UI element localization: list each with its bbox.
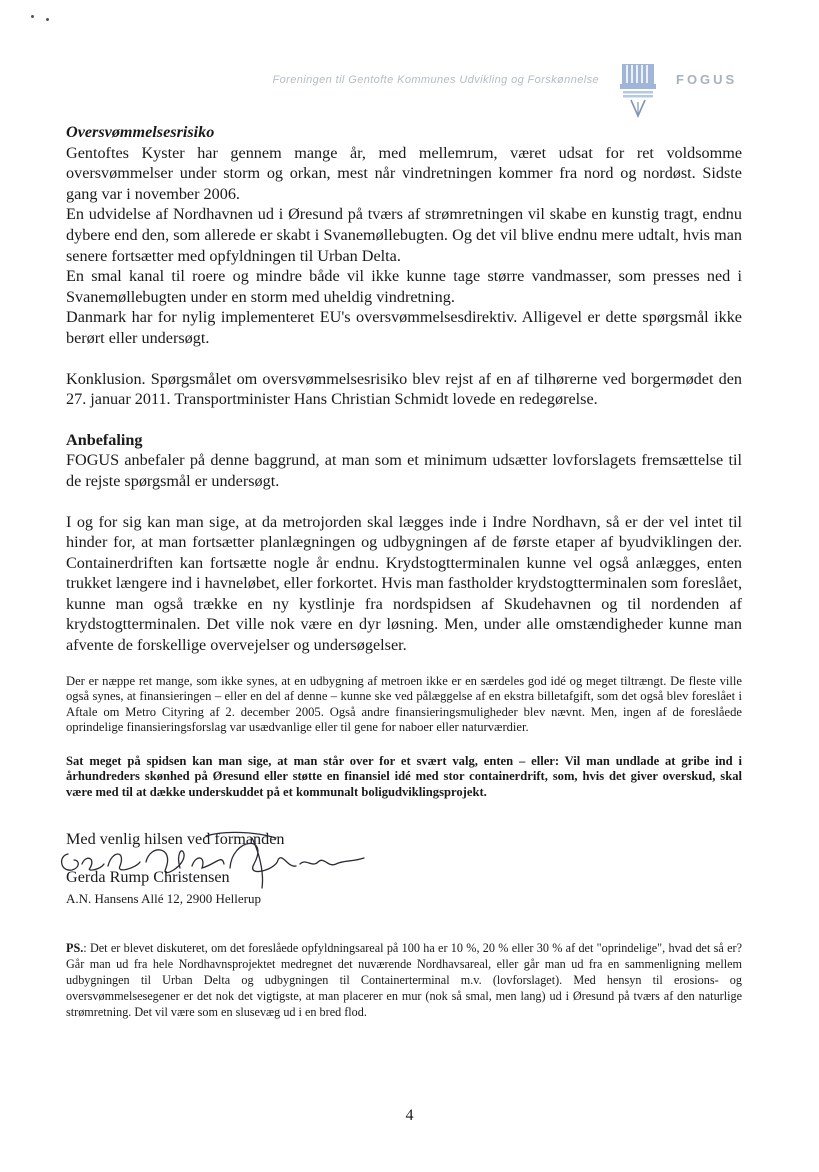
signature-block (66, 830, 742, 907)
greeting: Med venlig hilsen ved formanden (66, 830, 285, 849)
signer-name: Gerda Rump Christensen (66, 868, 230, 887)
page-number: 4 (405, 1107, 414, 1124)
recommendation-paragraph: FOGUS anbefaler på denne baggrund, at man som et minimum udsætter lovforslagets fremsættelse til de rejste spørgsmål er undersøgt. (66, 451, 742, 490)
ps-text: : Det er blevet diskuteret, om det foreslåede opfyldningsareal på 100 ha er 10 %, 20 % eller 30 % af det "oprindelige", hvad det så er? Går man ud fra hele Nordhavnsprojektet medregnet det nuværende Nordhavsareal, eller går man ud fra en sammenligning mellem udbygningen til Urban Delta og udbygningen til Containerterminal m.v. (lovforslaget). Med hensyn til erosions- og oversvømmelsesegener er det nok det vigtigste, at man placerer en mur (nok så smal, men lang) ud i Øresund på tværs af den naturlige strømretning. Det vil være som en slusevæg ud i en bred flod. (66, 941, 742, 1019)
small-text (66, 674, 742, 801)
fogus-logo-icon (617, 62, 659, 118)
scan-speck (31, 15, 34, 18)
scan-speck (46, 18, 49, 21)
header-brand: FOGUS (676, 72, 738, 87)
flood-paragraph: En smal kanal til roere og mindre både vil ikke kunne tage større vandmasser, som presses ned i Svanemøllebugten under en storm med uheldig vindretning. (66, 267, 742, 306)
closing-paragraph: Sat meget på spidsen kan man sige, at man står over for et svært valg, enten – eller: Vil man undlade at gribe ind i århundreders skønhed på Øresund eller støtte en finansiel idé med stor containerdrift, som, hvis det giver overskud, skal være med til at dække underskuddet på et kommunalt boligudviklingsprojekt. (66, 753, 742, 799)
letterhead (0, 62, 819, 122)
flood-paragraph: Danmark har for nylig implementeret EU's oversvømmelsesdirektiv. Alligevel er dette spørgsmål ikke berørt eller undersøgt. (66, 308, 742, 347)
recommendation-heading: Anbefaling (66, 430, 143, 449)
header-tagline: Foreningen til Gentofte Kommunes Udvikling og Forskønnelse (272, 74, 599, 86)
metro-paragraph: I og for sig kan man sige, at da metrojorden skal lægges inde i Indre Nordhavn, så er der vel intet til hinder for, at man fortsætter planlægningen og udbygningen af de første etaper af byudviklingen der. Containerdriften kan fortsætte nogle år endnu. Krydstogtterminalen kunne vel også anlægges, enten trukket længere ind i havneløbet, eller forkortet. Hvis man fastholder krydstogtterminalen som foreslået, kunne man også trække en ny kystlinje fra nordspidsen af Skudehavnen og til nordenden af krydstogtterminalen. Det ville nok være en dyr løsning. Men, under alle omstændigheder kunne man afvente de forskellige overvejelser og undersøgelser. (66, 512, 742, 655)
ps-label: PS. (66, 941, 84, 955)
letter-body (66, 122, 742, 907)
signer-address: A.N. Hansens Allé 12, 2900 Hellerup (66, 891, 261, 907)
financing-paragraph: Der er næppe ret mange, som ikke synes, at en udbygning af metroen ikke er en særdeles god idé og meget tiltrængt. De fleste ville også synes, at finansieringen – eller en del af denne – kunne ske ved pålæggelse af en ekstra billetafgift, som det også blev foreslået i Aftale om Metro Cityring af 2. december 2005. Også andre finansieringsmuligheder blev nævnt. Men, ingen af de foreslåede oprindelige finansieringsforslag var usædvanlige eller til gene for naboer eller naturværdier. (66, 673, 742, 735)
flood-heading: Oversvømmelsesrisiko (66, 123, 215, 141)
main-text (66, 122, 742, 656)
postscript (66, 940, 742, 1020)
flood-paragraph: Gentoftes Kyster har gennem mange år, med mellemrum, været udsat for ret voldsomme oversvømmelser under storm og orkan, mest når vindretningen kommer fra nord og nordøst. Sidste gang var i november 2006. (66, 143, 742, 203)
flood-paragraph: En udvidelse af Nordhavnen ud i Øresund på tværs af strømretningen vil skabe en kunstig tragt, endnu dybere end den, som allerede er skabt i Svanemøllebugten. Og det vil blive endnu mere udtalt, hvis man senere fortsætter med opfyldningen til Urban Delta. (66, 205, 742, 265)
conclusion-paragraph: Konklusion. Spørgsmålet om oversvømmelsesrisiko blev rejst af en af tilhørerne ved borgermødet den 27. januar 2011. Transportminister Hans Christian Schmidt lovede en redegørelse. (66, 369, 742, 409)
